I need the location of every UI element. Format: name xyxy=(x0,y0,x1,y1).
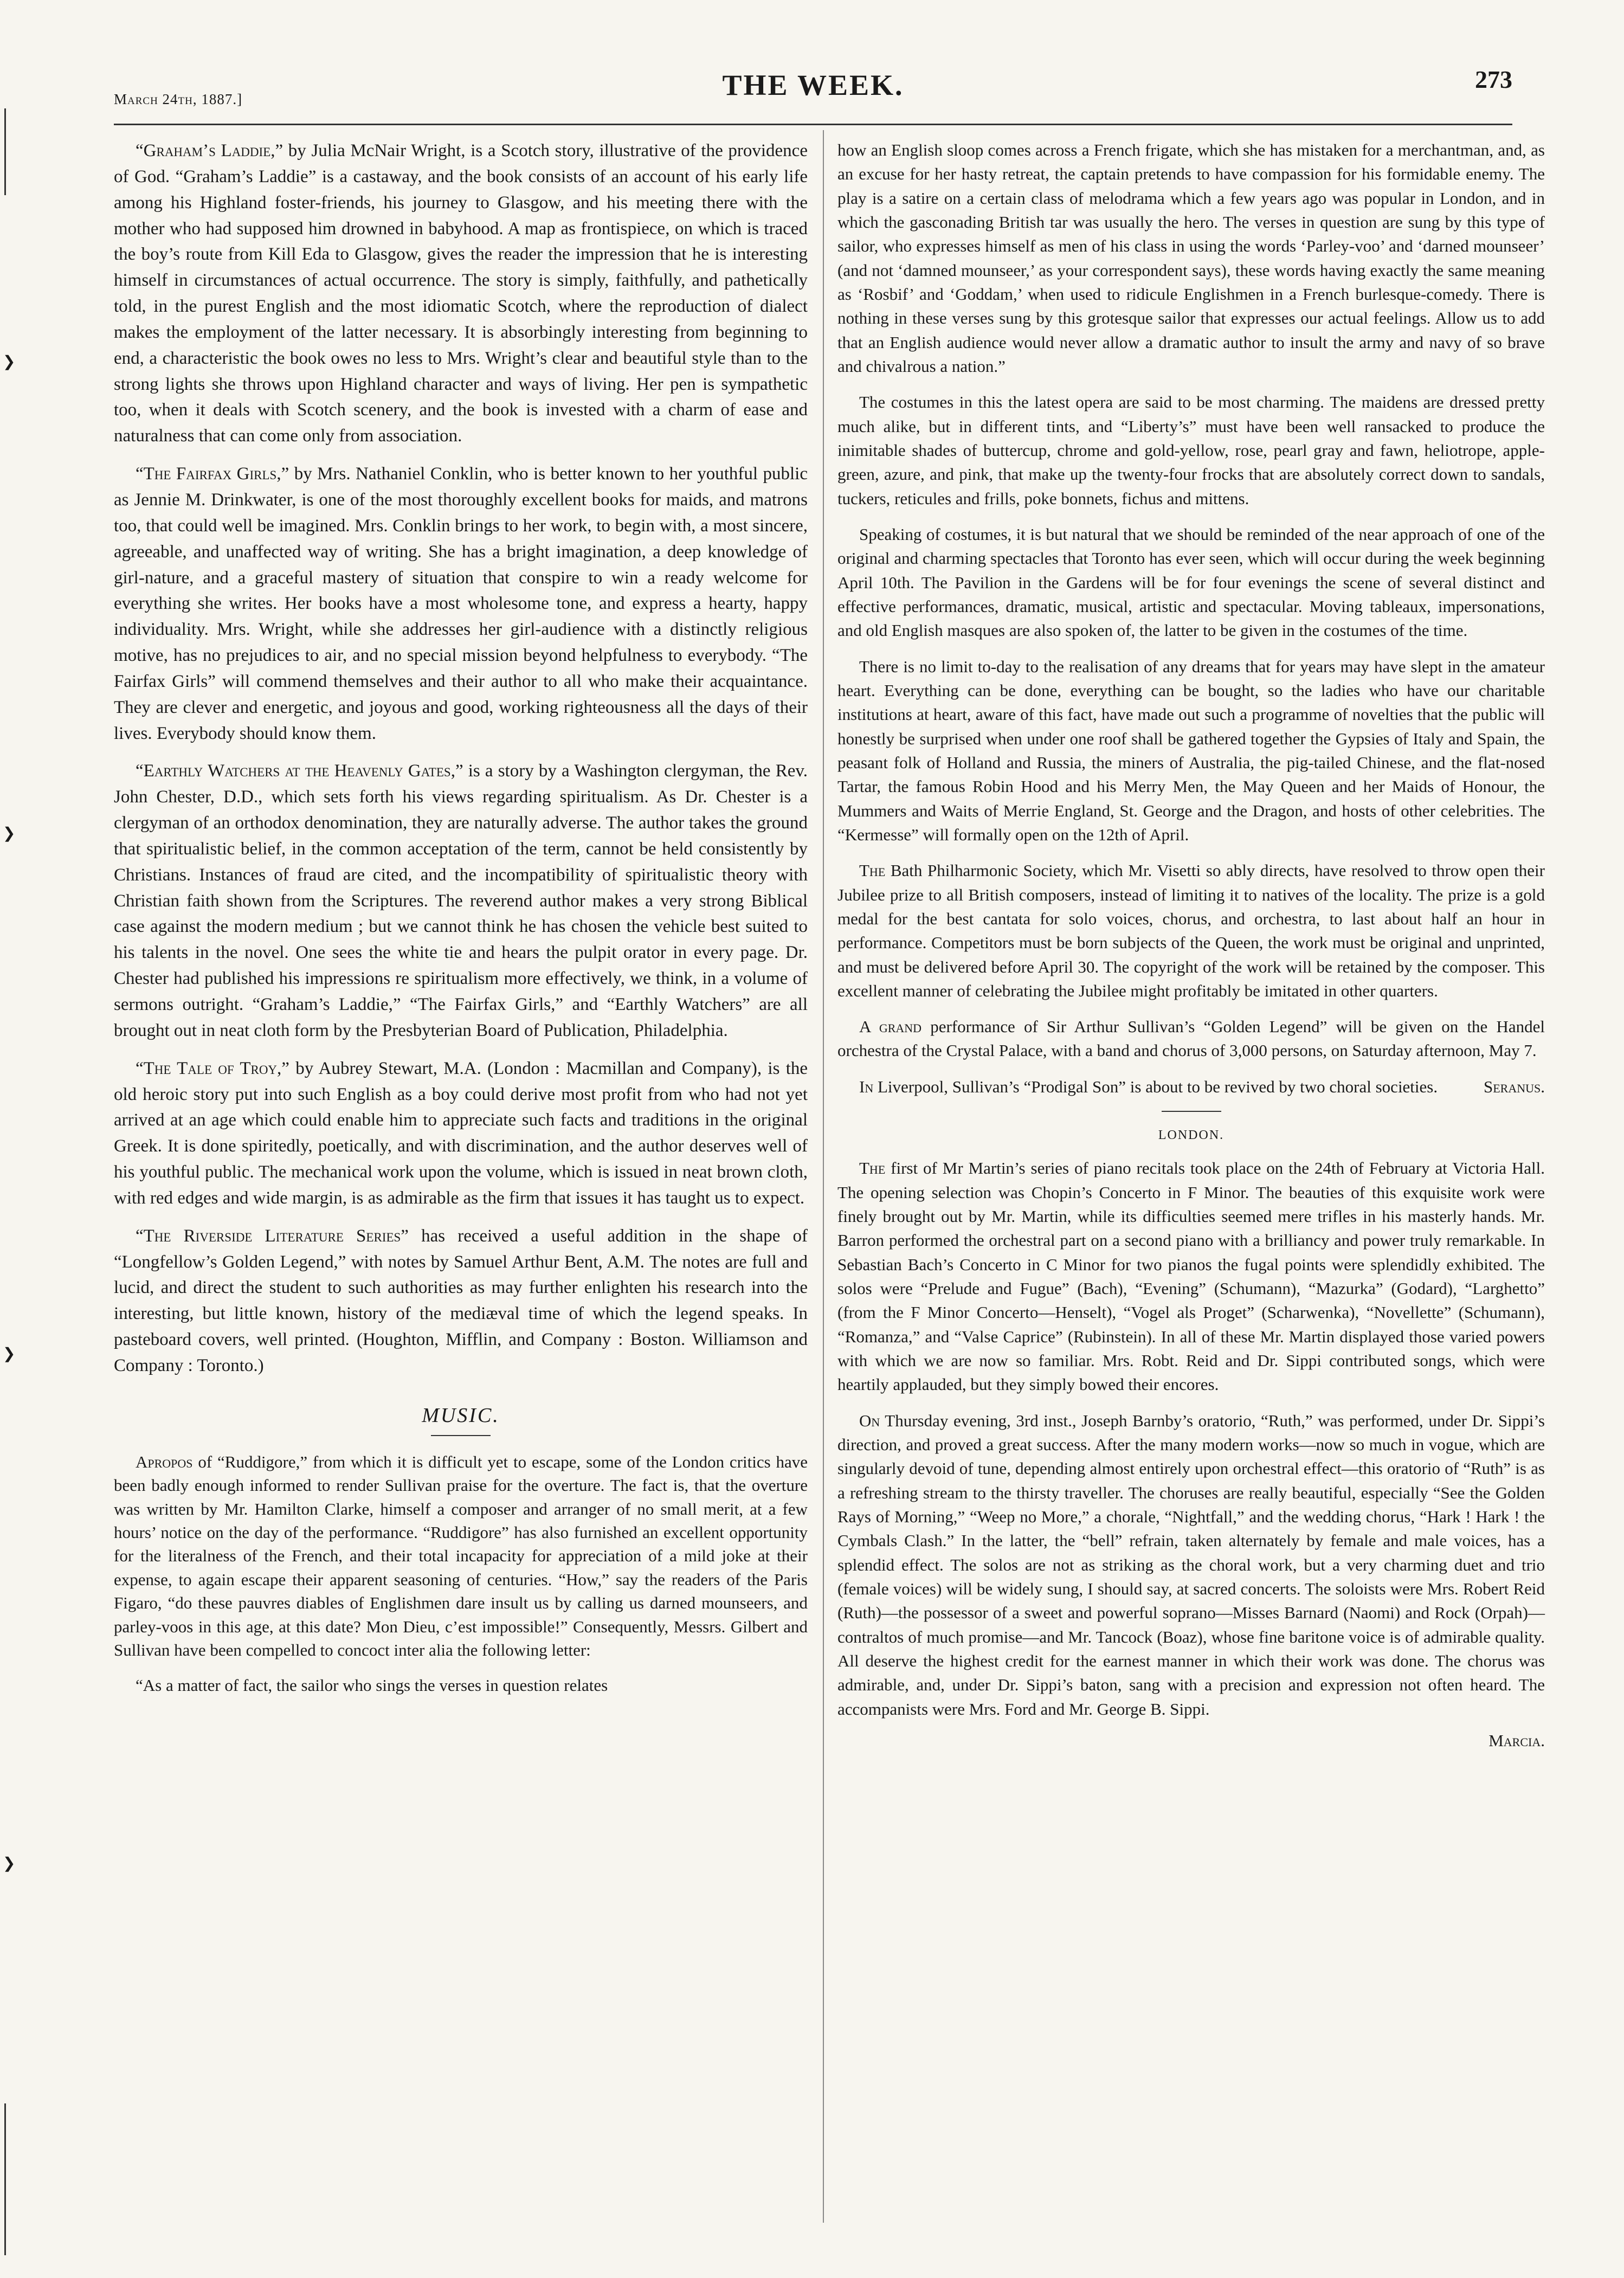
binding-mark: ❯ xyxy=(3,825,16,842)
golden-legend-paragraph xyxy=(837,1015,1545,1063)
paragraph-text: Thursday evening, 3rd inst., Joseph Barnby’s oratorio, “Ruth,” was performed, under Dr. Sippi’s direction, and proved a great success. After the many modern works—now so much in vogue, which are singularly devoid of tune, depending almost entirely upon orchestral effect—this oratorio of “Ruth” is as a refreshing stream to the thirsty traveller. The choruses are really beautiful, especially “See the Golden Rays of Morning,” “Weep no More,” a chorale, “Nightfall,” and the wedding chorus, “Hark ! Hark ! the Cymbals Clash.” In the latter, the “bell” refrain, taken alternately by female and male voices, has a splendid effect. The solos are not as striking as the choral work, but a very charming duet and trio (female voices) will be widely sung, I should say, at sacred concerts. The soloists were Mrs. Robert Reid (Ruth)—the possessor of a sweet and powerful soprano—Misses Barnard (Naomi) and Rock (Orpah)—contraltos of much promise—and Mr. Tancock (Boaz), whose fine baritone voice is of admirable quality. All deserve the highest credit for the earnest manner in which their work was done. The chorus was admirable, and, under Dr. Sippi’s baton, sang with a precision and expression not often heard. The accompanists were Mrs. Ford and Mr. George B. Sippi. xyxy=(837,1411,1545,1719)
review-lead: “The Fairfax Girls,” xyxy=(136,464,289,484)
author-signature: Seranus. xyxy=(1483,1077,1545,1096)
binding-mark: ❯ xyxy=(3,1346,16,1362)
paragraph-text: “As a matter of fact, the sailor who sings the verses in question relates xyxy=(136,1676,608,1695)
paragraph-text: Speaking of costumes, it is but natural that we should be reminded of the near approach of one of the original and charming spectacles that Toronto has ever seen, which will occur during the week beginning April 10th. The Pavilion in the Gardens will be for four evenings the scene of several distinct and effective performances, dramatic, musical, artistic and spectacular. Moving tableaux, impersonations, and old English masques are also spoken of, the latter to be given in the costumes of the time. xyxy=(837,524,1545,640)
binding-line xyxy=(4,2103,6,2255)
review-lead: “The Tale of Troy,” xyxy=(136,1058,289,1078)
music-ruddigore xyxy=(114,1450,808,1662)
publication-title: THE WEEK. xyxy=(722,69,904,101)
paragraph-lead: On xyxy=(859,1411,880,1430)
paragraph-text: Liverpool, Sullivan’s “Prodigal Son” is about to be revived by two choral societies. xyxy=(873,1077,1438,1096)
right-column xyxy=(837,138,1545,1753)
music-section-title: MUSIC. xyxy=(422,1404,500,1427)
paragraph-text: how an English sloop comes across a French frigate, which she has mistaken for a merchantman, and, as an excuse for her hasty retreat, the captain pretends to have compassion for his formidable enemy. The play is a satire on a certain class of melodrama which a few years ago was popular in London, and in which the gasconading British tar was usually the hero. The verses in question are sung by this type of sailor, who expresses himself as men of his class in using the words ‘Parley-voo’ and ‘darned mounseer’ (and not ‘damned mounseer,’ as your correspondent says), these words having exactly the same meaning as ‘Rosbif’ and ‘Goddam,’ when used to ridicule Englishmen in a French burlesque-comedy. There is nothing in these verses sung by this grotesque sailor that expresses our actual feelings. Allow us to add that an English audience would never allow a dramatic author to insult the army and navy of so brave and chivalrous a nation.” xyxy=(837,140,1545,376)
page-header xyxy=(114,65,1512,119)
paragraph-text: The costumes in this the latest opera are said to be most charming. The maidens are dressed pretty much alike, but in different tints, and “Liberty’s” must have been well ransacked to produce the inimitable shades of buttercup, chrome and gold-yellow, rose, pearl gray and fawn, heliotrope, apple-green, azure, and pink, that make up the twenty-four frocks that are absolutely correct down to sandals, tuckers, reticules and frills, poke bonnets, fichus and mittens. xyxy=(837,392,1545,508)
left-column xyxy=(114,138,808,1710)
music-letter-start xyxy=(114,1674,808,1698)
binding-mark: ❯ xyxy=(3,1855,16,1872)
section-rule xyxy=(1162,1111,1221,1112)
paragraph-text: Bath Philharmonic Society, which Mr. Visetti so ably directs, have resolved to throw open their Jubilee prize to all British composers, instead of limiting it to natives of the locality. The prize is a gold medal for the best cantata for solo voices, chorus, and orchestra, to last about half an hour in performance. Competitors must be born subjects of the Queen, the work must be original and unprinted, and must be delivered before April 30. The copyright of the work will be retained by the composer. This excellent manner of celebrating the Jubilee might profitably be imitated in other quarters. xyxy=(837,861,1545,1000)
london-subsection-title: LONDON. xyxy=(1158,1128,1225,1143)
column-divider xyxy=(823,130,824,2223)
review-riverside-series xyxy=(114,1224,808,1379)
review-text: has received a useful addition in the shape of “Longfellow’s Golden Legend,” with notes by Samuel Arthur Bent, A.M. The notes are full and lucid, and direct the student to such authorities as may further enlighten his research into the interesting, but little known, history of the mediæval time of which the legend speaks. In pasteboard covers, well printed. (Houghton, Mifflin, and Company : Boston. Williamson and Company : Toronto.) xyxy=(114,1226,808,1375)
binding-edge-marks xyxy=(0,0,22,2278)
review-text: by Aubrey Stewart, M.A. (London : Macmillan and Company), is the old heroic story put into such English as a boy could derive most profit from who had not yet arrived at an age which could enable him to appreciate such facts and traditions in the original Greek. It is done spiritedly, poetically, and with discrimination, and the author deserves well of his youthful public. The mechanical work upon the volume, which is issued in neat brown cloth, with red edges and wide margin, is as admirable as the firm that issues it has taught us to expect. xyxy=(114,1058,808,1208)
paragraph-text: of “Ruddigore,” from which it is difficult yet to escape, some of the London critics have been badly enough informed to render Sullivan praise for the overture. The fact is, that the overture was written by Mr. Hamilton Clarke, himself a composer and arranger of no small merit, at a few hours’ notice on the day of the performance. “Ruddigore” has also furnished an excellent opportunity for the literalness of the French, and their total incapacity for appreciation of a mild joke at their expense, to again escape their apparent seasoning of centuries. “How,” say the readers of the Paris Figaro, “do these pauvres diables of Englishmen dare insult us by calling us darned mounseers, and parley-voos in this age, at this date? Mon Dieu, c’est impossible!” Consequently, Messrs. Gilbert and Sullivan have been compelled to concoct inter alia the following letter: xyxy=(114,1452,808,1660)
spectacles-paragraph xyxy=(837,523,1545,643)
binding-mark: ❯ xyxy=(3,353,16,370)
paragraph-text: first of Mr Martin’s series of piano recitals took place on the 24th of February at Victoria Hall. The opening selection was Chopin’s Concerto in F Minor. The beauties of this exquisite work were finely brought out by Mr. Martin, while its difficulties seemed mere trifles in his masterly hands. Mr. Barron performed the orchestral part on a second piano with a brilliancy and power truly remarkable. In Sebastian Bach’s Concerto in C Minor for two pianos the fugal points were splendidly exhibited. The solos were “Prelude and Fugue” (Bach), “Evening” (Schumann), “Mazurka” (Godard), “Larghetto” (from the F Minor Concerto—Henselt), “Vogel als Proget” (Scharwenka), “Novellette” (Schumann), “Romanza,” and “Valse Caprice” (Rubinstein). In all of these Mr. Martin displayed those varied powers with which we are now so familiar. Mrs. Robt. Reid and Dr. Sippi contributed songs, which were heartily applauded, but they simply bowed their encores. xyxy=(837,1159,1545,1394)
paragraph-lead: The xyxy=(859,861,886,880)
paragraph-text: There is no limit to-day to the realisation of any dreams that for years may have slept in the amateur heart. Everything can be done, everything can be bought, so the ladies who have our charitable institutions at heart, aware of this fact, have made out such a programme of novelties that the public will honestly be surprised when under one roof shall be gathered together the Gypsies of Italy and Spain, the peasant folk of Holland and Russia, the miners of Australia, the pig-tailed Chinese, and the flat-nosed Tartar, the famous Robin Hood and his Merry Men, the May Queen and her Maids of Honour, the Mummers and Waits of Merrie England, St. George and the Dragon, and hosts of other celebrities. The “Kermesse” will formally open on the 12th of April. xyxy=(837,657,1545,844)
review-grahams-laddie xyxy=(114,138,808,449)
page-number: 273 xyxy=(1475,66,1512,93)
review-lead: “The Riverside Literature Series” xyxy=(136,1226,409,1246)
paragraph-lead: Apropos xyxy=(136,1452,193,1471)
bath-philharmonic-paragraph xyxy=(837,859,1545,1003)
review-text: by Julia McNair Wright, is a Scotch story, illustrative of the providence of God. “Graham’s Laddie” is a castaway, and the book consists of an account of his early life among his Highland foster-friends, his journey to Glasgow, and his meeting there with the mother who had supposed him drowned in babyhood. A map as frontispiece, on which is traced the boy’s route from Kill Eda to Glasgow, gives the reader the impression that he is interesting himself in circumstances of actual occurrence. The story is simply, faithfully, and pathetically told, in the purest English and the most idiomatic Scotch, where the reproduction of dialect makes the employment of the latter necessary. It is absorbingly interesting from beginning to end, a characteristic the book owes no less to Mrs. Wright’s clear and beautiful style than to the strong lights she throws upon Highland character and ways of living. Her pen is sympathetic too, when it deals with Scotch scenery, and the book is invested with a charm of ease and naturalness that can come only from association. xyxy=(114,141,808,446)
header-rule xyxy=(114,124,1512,125)
review-lead: “Earthly Watchers at the Heavenly Gates,” xyxy=(136,761,463,781)
paragraph-lead: The xyxy=(859,1159,886,1178)
paragraph-lead: A grand xyxy=(859,1017,922,1037)
letter-continuation xyxy=(837,138,1545,378)
prodigal-son-paragraph xyxy=(837,1075,1545,1099)
piano-recitals-paragraph xyxy=(837,1156,1545,1397)
review-earthly-watchers xyxy=(114,758,808,1044)
kermesse-paragraph xyxy=(837,655,1545,847)
review-tale-of-troy xyxy=(114,1056,808,1212)
ruth-oratorio-paragraph xyxy=(837,1409,1545,1721)
binding-line xyxy=(4,108,6,195)
review-text: is a story by a Washington clergyman, the Rev. John Chester, D.D., which sets forth his views regarding spiritualism. As Dr. Chester is a clergyman of an orthodox denomination, they are naturally adverse. The author takes the ground that spiritualistic belief, in the common acceptation of the term, cannot be held consistently by Christians. Instances of fraud are cited, and the incompatibility of spiritualistic theory with Christian faith shown from the Scriptures. The reverend author makes a very strong Biblical case against the modern medium ; but we cannot think he has chosen the vehicle best suited to his talents in the novel. One sees the white tie and hears the pulpit orator in every page. Dr. Chester had published his impressions re spiritualism more effectively, we think, in a volume of sermons outright. “Graham’s Laddie,” “The Fairfax Girls,” and “Earthly Watchers” are all brought out in neat cloth form by the Presbyterian Board of Publication, Philadelphia. xyxy=(114,761,808,1040)
review-lead: “Graham’s Laddie,” xyxy=(136,141,283,160)
paragraph-lead: In xyxy=(859,1077,874,1096)
issue-date: March 24th, 1887.] xyxy=(114,91,243,107)
costumes-paragraph xyxy=(837,390,1545,511)
review-text: by Mrs. Nathaniel Conklin, who is better known to her youthful public as Jennie M. Drinkwater, is one of the most thoroughly excellent books for maids, and matrons too, that could well be imagined. Mrs. Conklin brings to her work, to begin with, a most sincere, agreeable, and unaffected way of writing. She has a bright imagination, a deep knowledge of girl-nature, and a graceful mastery of situation that conspire to win a ready welcome for everything she writes. Her books have a most wholesome tone, and express a hearty, happy individuality. Mrs. Wright, while she addresses her girl-audience with a distinctly religious motive, has no prejudices to air, and no special mission beyond helpfulness to everybody. “The Fairfax Girls” will commend themselves and their author to all who make their acquaintance. They are clever and energetic, and joyous and good, working righteousness all the days of their lives. Everybody should know them. xyxy=(114,464,808,743)
paragraph-text: performance of Sir Arthur Sullivan’s “Golden Legend” will be given on the Handel orchestra of the Crystal Palace, with a band and chorus of 3,000 persons, on Saturday afternoon, May 7. xyxy=(837,1017,1545,1060)
section-rule xyxy=(431,1435,491,1436)
author-signature: Marcia. xyxy=(1488,1731,1545,1750)
review-fairfax-girls xyxy=(114,461,808,747)
